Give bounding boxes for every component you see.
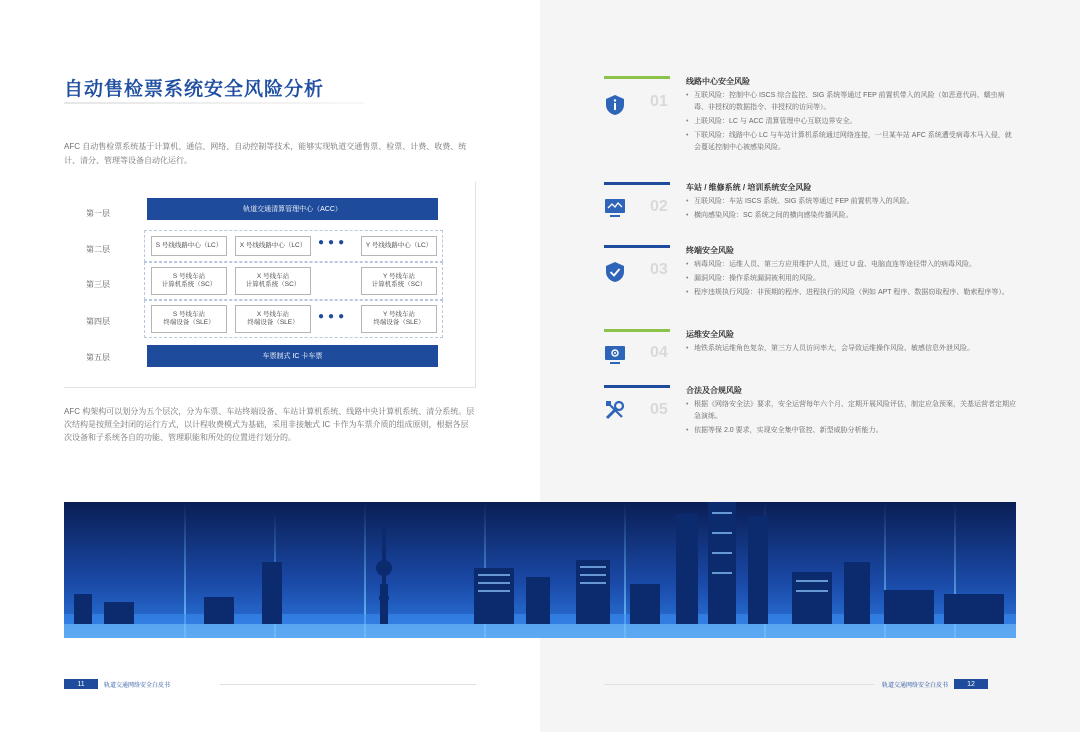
level-label-5: 第五层 xyxy=(86,353,110,362)
risk-list xyxy=(686,196,1018,224)
level-label-3: 第三层 xyxy=(86,280,110,289)
list-item: • 漏洞风险：操作系统漏洞被利用的风险。 xyxy=(686,273,1018,285)
info-shield-icon xyxy=(604,94,626,116)
section-title: 运维安全风险 xyxy=(686,330,734,339)
level-label-4: 第四层 xyxy=(86,317,110,326)
lc-dots: ●●● xyxy=(318,237,349,248)
level-label-2: 第二层 xyxy=(86,245,110,254)
sc-box-s: S 号线车站 计算机系统（SC） xyxy=(151,267,227,295)
ic-card-bar: 车票制式 IC 卡车票 xyxy=(147,345,438,367)
list-item: • 程序违规执行风险：非预期的程序、进程执行的风险（例如 APT 程序、数据窃取程序、勒索程序等）。 xyxy=(686,287,1018,299)
section-number: 03 xyxy=(650,261,668,278)
tools-icon xyxy=(604,399,626,421)
footer-right xyxy=(882,679,988,689)
page-number-left: 11 xyxy=(64,679,98,689)
list-item: • 地铁系统运维角色复杂，第三方人员访问率大，会导致运维操作风险、敏感信息外泄风险。 xyxy=(686,343,1018,355)
afc-architecture-diagram xyxy=(64,182,476,388)
section-accent-line xyxy=(604,245,670,248)
footer-left xyxy=(64,679,170,689)
level-label-1: 第一层 xyxy=(86,209,110,218)
section-title: 线路中心安全风险 xyxy=(686,77,750,86)
section-title: 终端安全风险 xyxy=(686,246,734,255)
footer-divider-left xyxy=(220,684,476,685)
sle-box-s: S 号线车站 终端设备（SLE） xyxy=(151,305,227,333)
footer-text-right: 轨道交通网络安全白皮书 xyxy=(882,682,949,689)
monitor-icon xyxy=(604,196,626,218)
list-item: • 互联风险：控制中心 ISCS 综合监控、SIG 系统等通过 FEP 前置机带入的风险（如恶意代码、蠕虫病毒、非授权的数据指令、非授权的访问等）。 xyxy=(686,90,1018,114)
list-item: • 下联风险：线路中心 LC 与车站计算机系统通过网络连接，一旦某车站 AFC 系统遭受病毒木马入侵，就会蔓延控制中心被感染风险。 xyxy=(686,130,1018,154)
footer-text-left: 轨道交通网络安全白皮书 xyxy=(104,682,171,689)
list-item: • 上联风险：LC 与 ACC 清算管理中心互联边界安全。 xyxy=(686,116,1018,128)
sc-box-y: Y 号线车站 计算机系统（SC） xyxy=(361,267,437,295)
lc-box-x: X 号线线路中心（LC） xyxy=(235,236,311,256)
section-accent-line xyxy=(604,329,670,332)
section-accent-line xyxy=(604,182,670,185)
risk-list xyxy=(686,90,1018,156)
list-item: • 病毒风险：运维人员、第三方应用维护人员，通过 U 盘、电脑直连等途径带入的病毒风险。 xyxy=(686,259,1018,271)
page-number-right: 12 xyxy=(954,679,988,689)
intro-paragraph: AFC 自动售检票系统基于计算机、通信、网络、自动控制等技术，能够实现轨道交通售票、检票、计费、收费、统计、清分、管理等设备自动化运行。 xyxy=(64,142,467,165)
title-underline xyxy=(64,102,364,104)
sle-dots: ●●● xyxy=(318,311,349,322)
section-number: 05 xyxy=(650,401,668,418)
architecture-description: AFC 构架构可以划分为五个层次，分为车票、车站终端设备、车站计算机系统、线路中央计算机系统、清分系统。层次结构是按照全封闭的运行方式，以计程收费模式为基础，采用非接触式 IC 卡作为车票介质的组成原则，根据各层次设备和子系统各自的功能、管理职能和所处的位置进行划分的。 xyxy=(64,407,475,442)
section-number: 02 xyxy=(650,198,668,215)
check-shield-icon xyxy=(604,261,626,283)
section-accent-line xyxy=(604,385,670,388)
section-title: 车站 / 维修系统 / 培训系统安全风险 xyxy=(686,183,812,192)
page-title: 自动售检票系统安全风险分析 xyxy=(64,79,325,100)
list-item: • 根据《网络安全法》要求，安全运营每年六个月、定期开展风险评估，制定应急预案，关基运营者定期应急演练。 xyxy=(686,399,1018,423)
lc-box-s: S 号线线路中心（LC） xyxy=(151,236,227,256)
sc-box-x: X 号线车站 计算机系统（SC） xyxy=(235,267,311,295)
risk-list xyxy=(686,259,1018,301)
sle-box-y: Y 号线车站 终端设备（SLE） xyxy=(361,305,437,333)
section-number: 04 xyxy=(650,344,668,361)
section-number: 01 xyxy=(650,93,668,110)
city-skyline-image xyxy=(64,502,1016,638)
risk-list xyxy=(686,399,1018,439)
section-title: 合法及合规风险 xyxy=(686,386,742,395)
list-item: • 依据等保 2.0 要求，实现安全集中管控、新型威胁分析能力。 xyxy=(686,425,1018,437)
risk-list xyxy=(686,343,1018,357)
list-item: • 横向感染风险：SC 系统之间的横向感染传播风险。 xyxy=(686,210,1018,222)
lc-box-y: Y 号线线路中心（LC） xyxy=(361,236,437,256)
footer-divider-right xyxy=(604,684,874,685)
settings-monitor-icon xyxy=(604,343,626,365)
section-accent-line xyxy=(604,76,670,79)
list-item: • 互联风险：车站 ISCS 系统、SIG 系统等通过 FEP 前置机等入的风险。 xyxy=(686,196,1018,208)
acc-bar: 轨道交通清算管理中心（ACC） xyxy=(147,198,438,220)
sle-box-x: X 号线车站 终端设备（SLE） xyxy=(235,305,311,333)
